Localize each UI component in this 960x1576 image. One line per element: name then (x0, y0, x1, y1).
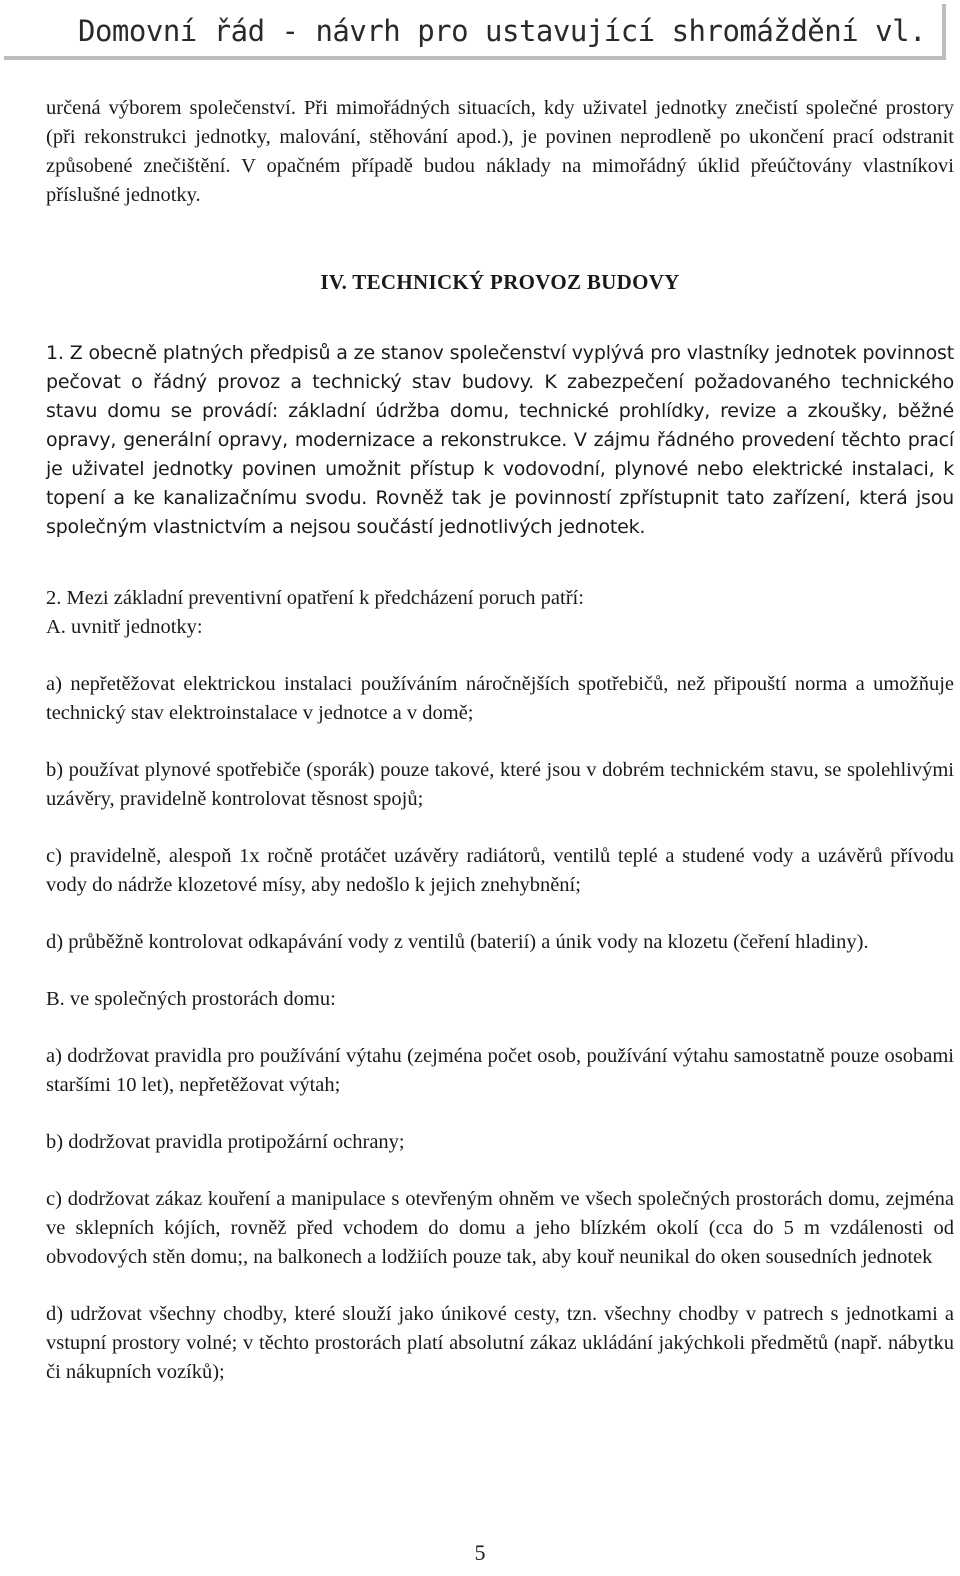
section-a-label: A. uvnitř jednotky: (46, 616, 203, 638)
page-header (4, 4, 946, 60)
list-item-b-a: a) dodržovat pravidla pro používání výtahu (zejména počet osob, používání výtahu samostatně pouze osobami staršími 10 let), nepřetěžovat výtah; (46, 1045, 954, 1096)
intro-paragraph: určená výborem společenství. Při mimořádných situacích, kdy uživatel jednotky znečistí společné prostory (při rekonstrukci jednotky, malování, stěhování apod.), je povinen neprodleně po ukončení prací odstranit způsobené znečištění. V opačném případě budou náklady na mimořádný úklid přeúčtovány vlastníkovi příslušné jednotky. (46, 97, 954, 206)
list-item-a-c: c) pravidelně, alespoň 1x ročně protáčet uzávěry radiátorů, ventilů teplé a studené vody a uzávěrů přívodu vody do nádrže klozetové mísy, aby nedošlo k jejich znehybnění; (46, 845, 954, 896)
document-title: Domovní řád - návrh pro ustavující shromáždění vl. (78, 14, 926, 48)
paragraph-2: 2. Mezi základní preventivní opatření k předcházení poruch patří: (46, 587, 584, 609)
paragraph-1: 1. Z obecně platných předpisů a ze stanov společenství vyplývá pro vlastníky jednotek povinnost pečovat o řádný provoz a technický stav budovy. K zabezpečení požadovaného technického stavu domu se provádí: základní údržba domu, technické prohlídky, revize a zkoušky, běžné opravy, generální opravy, modernizace a rekonstrukce. V zájmu řádného provedení těchto prací je uživatel jednotky povinen umožnit přístup k vodovodní, plynové nebo elektrické instalaci, k topení a ke kanalizačnímu svodu. Rovněž tak je povinností zpřístupnit tato zařízení, která jsou společným vlastnictvím a nejsou součástí jednotlivých jednotek. (46, 342, 954, 538)
list-item-b-c: c) dodržovat zákaz kouření a manipulace s otevřeným ohněm ve všech společných prostorách domu, zejména ve sklepních kójích, rovněž před vchodem do domu a jeho blízkém okolí (cca do 5 m vzdálenosti od obvodových stěn domu;, na balkonech a lodžiích pouze tak, aby kouř neunikal do oken sousedních jednotek (46, 1188, 954, 1268)
list-item-b-d: d) udržovat všechny chodby, které slouží jako únikové cesty, tzn. všechny chodby v patrech s jednotkami a vstupní prostory volné; v těchto prostorách platí absolutní zákaz ukládání jakýchkoli předmětů (např. nábytku či nákupních vozíků); (46, 1303, 954, 1383)
section-heading: IV. TECHNICKÝ PROVOZ BUDOVY (320, 270, 680, 294)
section-b-label: B. ve společných prostorách domu: (46, 988, 336, 1010)
list-item-b-b: b) dodržovat pravidla protipožární ochrany; (46, 1131, 405, 1153)
document-body (46, 94, 954, 1387)
page-number: 5 (474, 1540, 486, 1565)
list-item-a-b: b) používat plynové spotřebiče (sporák) pouze takové, které jsou v dobrém technickém stavu, se spolehlivými uzávěry, pravidelně kontrolovat těsnost spojů; (46, 759, 954, 810)
list-item-a-a: a) nepřetěžovat elektrickou instalaci používáním náročnějších spotřebičů, než připouští norma a umožňuje technický stav elektroinstalace v jednotce a v domě; (46, 673, 954, 724)
list-item-a-d: d) průběžně kontrolovat odkapávání vody z ventilů (baterií) a únik vody na klozetu (čeření hladiny). (46, 931, 869, 953)
